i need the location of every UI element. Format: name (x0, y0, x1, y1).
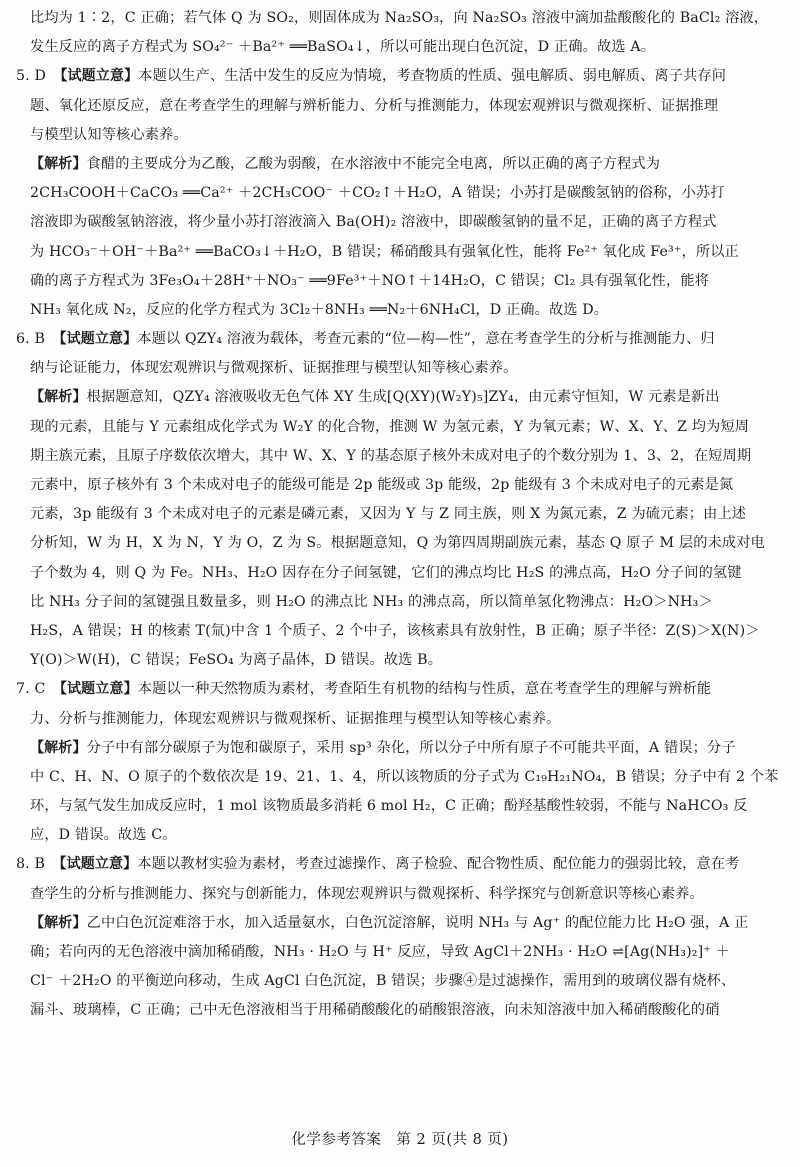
text-line (16, 121, 786, 150)
answer-text-body (16, 4, 786, 1026)
text-line (16, 442, 786, 471)
section-tag: 【试题立意】 (59, 856, 138, 873)
line-text: 分子中有部分碳原子为饱和碳原子，采用 sp³ 杂化，所以分子中所有原子不可能共平面，A 错误；分子 (86, 739, 736, 756)
text-line (16, 646, 786, 675)
text-line (16, 792, 786, 821)
line-text: 本题以教材实验为素材，考查过滤操作、离子检验、配合物性质、配位能力的强弱比较，意在考 (137, 856, 740, 873)
section-tag: 【解析】 (30, 155, 87, 172)
section-tag: 【解析】 (30, 914, 87, 931)
section-tag: 【解析】 (30, 739, 87, 756)
line-text: 溶液即为碳酸氢钠溶液，将少量小苏打溶液滴入 Ba(OH)₂ 溶液中，即碳酸氢钠的量不足，正确的离子方程式 (30, 214, 717, 231)
text-line (16, 208, 786, 237)
section-tag: 【试题立意】 (59, 681, 138, 698)
line-text: 比 NH₃ 分子间的氢键强且数量多，则 H₂O 的沸点比 NH₃ 的沸点高，所以简单氢化物沸点：H₂O＞NH₃＞ (30, 593, 713, 610)
text-line (16, 4, 786, 33)
text-line (16, 559, 786, 588)
line-text: 2CH₃COOH＋CaCO₃ ══Ca²⁺ ＋2CH₃COO⁻ ＋CO₂↑＋H₂O，A 错误；小苏打是碳酸氢钠的俗称，小苏打 (30, 185, 725, 202)
text-line (16, 675, 786, 704)
line-text: Cl⁻ ＋2H₂O 的平衡逆向移动，生成 AgCl 白色沉淀，B 错误；步骤④是过滤操作，需用到的玻璃仪器有烧杯、 (30, 973, 736, 990)
text-line (16, 821, 786, 850)
line-text: 确；若向丙的无色溶液中滴加稀硝酸，NH₃ · H₂O 与 H⁺ 反应，导致 AgCl＋2NH₃ · H₂O ⇌[Ag(NH₃)₂]⁺ ＋ (30, 944, 730, 960)
line-text: H₂S，A 错误；H 的核素 T(氚)中含 1 个质子、2 个中子，该核素具有放射性，B 正确；原子半径：Z(S)＞X(N)＞ (30, 622, 760, 639)
page-footer: 化学参考答案 第 2 页(共 8 页) (291, 1132, 509, 1148)
line-text: 发生反应的离子方程式为 SO₄²⁻ ＋Ba²⁺ ══BaSO₄↓，所以可能出现白色沉淀，D 正确。故选 A。 (30, 39, 656, 56)
text-line (16, 588, 786, 617)
text-line (16, 471, 786, 500)
line-text: 现的元素，且能与 Y 元素组成化学式为 W₂Y 的化合物，推测 W 为氢元素，Y 为氧元素；W、X、Y、Z 均为短周 (30, 418, 750, 435)
line-text: 与模型认知等核心素养。 (30, 126, 188, 143)
text-line (16, 500, 786, 529)
text-line (16, 179, 786, 208)
line-text: 比均为 1∶2，C 正确；若气体 Q 为 SO₂，则固体成为 Na₂SO₃，向 Na₂SO₃ 溶液中滴加盐酸酸化的 BaCl₂ 溶液， (30, 10, 769, 26)
text-line (16, 996, 786, 1025)
line-text: 期主族元素，且原子序数依次增大，其中 W、X、Y 的基态原子核外未成对电子的个数分别为 1、3、2，在短周期 (30, 447, 752, 464)
text-line (16, 413, 786, 442)
line-text: 本题以 QZY₄ 溶液为载体，考查元素的“位—构—性”，意在考查学生的分析与推测能力、归 (137, 331, 715, 348)
line-text: 子个数为 4，则 Q 为 Fe。NH₃、H₂O 因存在分子间氢键，它们的沸点均比 H₂S 的沸点高，H₂O 分子间的氢键 (30, 564, 742, 581)
text-line (16, 909, 786, 938)
line-text: 纳与论证能力，体现宏观辨识与微观探析、证据推理与模型认知等核心素养。 (30, 360, 518, 377)
text-line (16, 850, 786, 879)
line-text: 元素中，原子核外有 3 个未成对电子的能级可能是 2p 能级或 3p 能级，2p 能级有 3 个未成对电子的元素是氮 (30, 477, 734, 493)
text-line (16, 62, 786, 91)
line-text: 本题以生产、生活中发生的反应为情境，考查物质的性质、强电解质、弱电解质、离子共存问 (138, 68, 727, 85)
text-line (16, 383, 786, 412)
text-line (16, 880, 786, 909)
line-text: 确的离子方程式为 3Fe₃O₄＋28H⁺＋NO₃⁻ ══9Fe³⁺＋NO↑＋14H₂O，C 错误；Cl₂ 具有强氧化性，能将 (30, 272, 710, 289)
line-text: 本题以一种天然物质为素材，考查陌生有机物的结构与性质，意在考查学生的理解与辨析能 (137, 681, 712, 698)
line-text: 环，与氢气发生加成反应时，1 mol 该物质最多消耗 6 mol H₂，C 正确；酚羟基酸性较弱，不能与 NaHCO₃ 反 (30, 798, 748, 815)
line-text: 乙中白色沉淀难溶于水，加入适量氨水，白色沉淀溶解，说明 NH₃ 与 Ag⁺ 的配位能力比 H₂O 强，A 正 (86, 914, 749, 931)
line-text: 中 C、H、N、O 原子的个数依次是 19、21、1、4，所以该物质的分子式为 C₁₉H₂₁NO₄，B 错误；分子中有 2 个苯 (30, 768, 779, 785)
line-text: 漏斗、玻璃棒，C 正确；己中无色溶液相当于用稀硝酸酸化的硝酸银溶液，向未知溶液中加入稀硝酸酸化的硝 (30, 1002, 720, 1019)
question-number: 8. B (16, 856, 60, 873)
text-line (16, 705, 786, 734)
line-text: 为 HCO₃⁻＋OH⁻＋Ba²⁺ ══BaCO₃↓＋H₂O，B 错误；稀硝酸具有强氧化性，能将 Fe²⁺ 氧化成 Fe³⁺，所以正 (30, 243, 739, 260)
question-number: 6. B (16, 331, 60, 348)
section-tag: 【解析】 (30, 389, 87, 406)
text-line (16, 296, 786, 325)
question-number: 5. D (16, 68, 61, 85)
question-number: 7. C (16, 681, 60, 698)
text-line (16, 325, 786, 354)
text-line (16, 33, 786, 62)
text-line (16, 238, 786, 267)
line-text: 查学生的分析与推测能力、探究与创新能力，体现宏观辨识与微观探析、科学探究与创新意识等核心素养。 (30, 885, 704, 902)
line-text: Y(O)＞W(H)，C 错误；FeSO₄ 为离子晶体，D 错误。故选 B。 (30, 652, 443, 669)
text-line (16, 150, 786, 179)
line-text: 应，D 错误。故选 C。 (30, 827, 177, 844)
text-line (16, 938, 786, 967)
line-text: 食醋的主要成分为乙酸，乙酸为弱酸，在水溶液中不能完全电离，所以正确的离子方程式为 (86, 155, 661, 172)
text-line (16, 354, 786, 383)
line-text: NH₃ 氧化成 N₂，反应的化学方程式为 3Cl₂＋8NH₃ ══N₂＋6NH₄Cl，D 正确。故选 D。 (30, 301, 609, 318)
line-text: 题、氧化还原反应，意在考查学生的理解与辨析能力、分析与推测能力，体现宏观辨识与微观探析、证据推理 (30, 97, 719, 114)
line-text: 元素，3p 能级有 3 个未成对电子的元素是磷元素，又因为 Y 与 Z 同主族，则 X 为氮元素，Z 为硫元素；由上述 (30, 506, 747, 523)
text-line (16, 92, 786, 121)
text-line (16, 617, 786, 646)
line-text: 根据题意知，QZY₄ 溶液吸收无色气体 XY 生成[Q(XY)(W₂Y)₅]ZY₄，由元素守恒知，W 元素是新出 (86, 389, 720, 406)
text-line (16, 967, 786, 996)
line-text: 分析知，W 为 H，X 为 N，Y 为 O，Z 为 S。根据题意知，Q 为第四周期副族元素，基态 Q 原子 M 层的未成对电 (30, 535, 765, 552)
section-tag: 【试题立意】 (60, 68, 139, 85)
text-line (16, 734, 786, 763)
line-text: 力、分析与推测能力，体现宏观辨识与微观探析、证据推理与模型认知等核心素养。 (30, 710, 561, 727)
text-line (16, 529, 786, 558)
text-line (16, 763, 786, 792)
text-line (16, 267, 786, 296)
section-tag: 【试题立意】 (59, 331, 138, 348)
